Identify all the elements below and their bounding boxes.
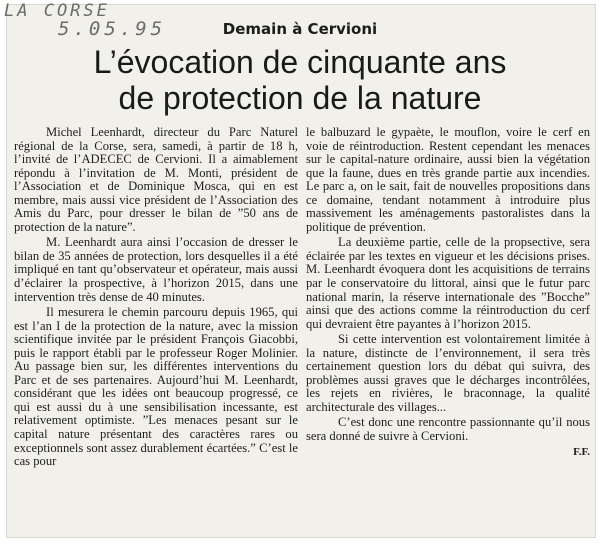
- headline-line-1: L’évocation de cinquante ans: [93, 44, 507, 80]
- paragraph: M. Leenhardt aura ainsi l’occasion de dresser le bilan de 35 années de protection, lors desquelles il a été impliqué en tant qu’observateur et opérateur, mais aussi d’éclairer la prospective, à l’horizon 2015, dans une intervention très dense de 40 minutes.: [14, 235, 298, 304]
- paragraph: Michel Leenhardt, directeur du Parc Naturel régional de la Corse, sera, samedi, à partir de 18 h, l’invité de l’ADECEC de Cervioni. Il a aimablement répondu à l’invitation de M. Monti, président de l’Association et de Dominique Mosca, qui en est membre, mais aussi vice président de l’Association des Amis du Parc, pour dresser le bilan de ”50 ans de protection de la nature”.: [14, 125, 298, 234]
- paragraph: La deuxième partie, celle de la propsective, sera éclairée par les textes en vigueur et les décisions prises. M. Leenhardt évoquera dont les acquisitions de terrains par le conservatoire du littoral, ainsi que le futur parc national marin, la réserve internationale des ”Bocche” ainsi que des actions comme la réintroduction du cerf qui devraient être payantes à l’horizon 2015.: [306, 235, 590, 331]
- paragraph: le balbuzard le gypaète, le mouflon, voire le cerf en voie de réintroduction. Restent cependant les menaces sur le capital-nature ordinaire, aussi bien la végétation que la faune, dues en très grande partie aux incendies. Le parc a, on le sait, fait de nouvelles propositions dans ce domaine, tendant notamment à introduire plus massivement les aménagements pastoralistes dans la politique de prévention.: [306, 125, 590, 234]
- paragraph: Il mesurera le chemin parcouru depuis 1965, qui est l’an I de la protection de la nature, avec la mission scientifique invitée par le président François Giacobbi, puis le rapport établi par le professeur Roger Molinier. Au passage bien sur, les différentes interventions du Parc et de ses partenaires. Aujourd’hui M. Leenhardt, considérant que les idées ont beaucoup progressé, ce qui est aussi du à une sensibilisation incessante, est relativement optimiste. ”Les menaces pesant sur le capital nature présentant des caractères rares ou exceptionnels sont assez durablement écartées.” C’est le cas pour: [14, 305, 298, 469]
- source-note: LA CORSE: [4, 1, 110, 21]
- column-right: [306, 126, 590, 471]
- article-body: [14, 126, 590, 471]
- paragraph: C’est donc une rencontre passionnante qu’il nous sera donné de suivre à Cervioni.: [306, 415, 590, 444]
- column-left: [14, 126, 298, 471]
- article-headline: [0, 44, 600, 116]
- paragraph: Si cette intervention est volontairement limitée à la nature, distincte de l’environnement, il sera très certainement question lors du débat qui suivra, des problèmes aussi graves que le décharges incontrôlées, les rejets en rivières, le braconnage, la qualité architecturale des villages...: [306, 332, 590, 414]
- date-note: 5.05.95: [58, 18, 167, 40]
- article-kicker: Demain à Cervioni: [222, 20, 378, 38]
- headline-line-2: de protection de la nature: [118, 80, 482, 116]
- author-signature: F.F.: [573, 445, 590, 458]
